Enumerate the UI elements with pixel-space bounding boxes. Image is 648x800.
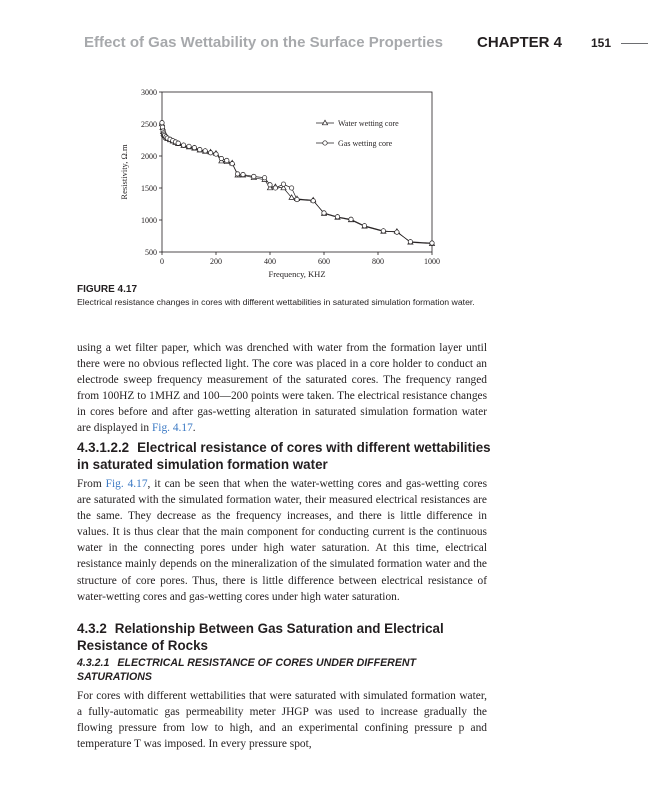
data-point-circle <box>273 186 277 190</box>
chapter-label: CHAPTER 4 <box>477 34 563 51</box>
running-head-title: Effect of Gas Wettability on the Surface Properties <box>84 34 443 51</box>
x-tick-label: 600 <box>318 257 330 266</box>
data-point-circle <box>408 240 412 244</box>
y-tick-label: 500 <box>145 248 157 257</box>
body-paragraph-2 <box>77 476 487 605</box>
data-point-circle <box>160 121 164 125</box>
chart-legend <box>316 119 399 148</box>
data-point-circle <box>322 211 326 215</box>
data-point-circle <box>430 241 434 245</box>
data-point-circle <box>241 172 245 176</box>
data-point-circle <box>362 224 366 228</box>
running-head <box>84 32 648 54</box>
data-point-circle <box>381 229 385 233</box>
section-number: 4.3.2.1 <box>77 657 110 669</box>
data-point-circle <box>395 230 399 234</box>
x-tick-label: 200 <box>210 257 222 266</box>
data-point-circle <box>262 176 266 180</box>
legend-label: Water wetting core <box>338 119 399 128</box>
data-point-circle <box>235 172 239 176</box>
para1-end: . <box>192 422 196 435</box>
section-number: 4.3.1.2.2 <box>77 440 130 455</box>
section-title: ELECTRICAL RESISTANCE OF CORES UNDER DIFFERENT SATURATIONS <box>77 657 417 683</box>
x-tick-label: 800 <box>372 257 384 266</box>
legend-marker-circle <box>323 141 327 145</box>
section-number: 4.3.2 <box>77 621 107 636</box>
section-heading-4-3-1-2-2 <box>77 439 497 473</box>
figure-4-17 <box>70 80 490 280</box>
plot-area <box>162 92 432 252</box>
y-tick-label: 1000 <box>141 216 157 225</box>
data-point-circle <box>335 215 339 219</box>
x-axis-label: Frequency, KHZ <box>268 269 326 279</box>
y-tick-label: 3000 <box>141 88 157 97</box>
series-water-wetting <box>159 121 434 245</box>
x-tick-label: 0 <box>160 257 164 266</box>
x-tick-label: 1000 <box>424 257 440 266</box>
data-point-circle <box>208 151 212 155</box>
section-heading-4-3-2-1 <box>77 656 487 684</box>
data-point-circle <box>181 143 185 147</box>
figure-label: FIGURE 4.17 <box>77 284 138 295</box>
legend-marker-triangle <box>322 120 327 125</box>
data-point-circle <box>230 161 234 165</box>
x-tick-label: 400 <box>264 257 276 266</box>
series-gas-wetting <box>160 121 434 246</box>
data-point-circle <box>349 217 353 221</box>
data-point-circle <box>311 199 315 203</box>
data-point-circle <box>252 174 256 178</box>
figure-reference-link[interactable]: Fig. 4.17 <box>105 478 148 490</box>
y-tick-label: 2500 <box>141 120 157 129</box>
data-point-circle <box>198 147 202 151</box>
data-point-circle <box>225 158 229 162</box>
para2-start: From <box>77 478 106 490</box>
legend-label: Gas wetting core <box>338 139 393 148</box>
data-point-circle <box>214 152 218 156</box>
y-tick-label: 1500 <box>141 184 157 193</box>
section-title: Relationship Between Gas Saturation and Electrical Resistance of Rocks <box>77 621 444 653</box>
data-point-circle <box>289 186 293 190</box>
data-point-circle <box>203 149 207 153</box>
y-tick-label: 2000 <box>141 152 157 161</box>
header-rule <box>621 43 648 44</box>
page-number: 151 <box>591 36 612 50</box>
resistivity-chart <box>70 80 490 280</box>
figure-caption: Electrical resistance changes in cores with different wettabilities in saturated simulation formation water. <box>77 297 475 307</box>
section-heading-4-3-2 <box>77 620 497 654</box>
para1-text: using a wet filter paper, which was drenched with water from the formation layer until there were no obvious reflected light. The core was placed in a core holder to conduct an electrode sweep frequency measurement of the saturated cores. The frequency ranged from 100HZ to 1MHZ and 100—200 points were taken. The electrical resistance changes in cores before and after gas-wetting alteration in saturated simulation formation water are displayed in <box>77 342 487 435</box>
data-point-circle <box>268 183 272 187</box>
body-paragraph-3: For cores with different wettabilities that were saturated with simulated formation water, a fully-automatic gas permeability meter JHGP was used to increase gradually the flowing pressure from low to high, and an experimental confining pressure p and temperature T was imposed. In every pressure spot, <box>77 690 487 751</box>
y-axis-label: Resistivity, Ω.m <box>119 144 129 200</box>
data-point-circle <box>281 182 285 186</box>
body-paragraph-1 <box>77 340 487 437</box>
section-title: Electrical resistance of cores with different wettabilities in saturated simulation formation water <box>77 440 491 472</box>
data-point-circle <box>219 156 223 160</box>
data-point-circle <box>187 144 191 148</box>
figure-reference-link[interactable]: Fig. 4.17 <box>151 422 193 435</box>
data-point-circle <box>176 141 180 145</box>
para2-text: , it can be seen that when the water-wetting cores and gas-wetting cores are saturated with the simulated formation water, their measured electrical resistances are the same. They decrease as the frequency increases, and there is little difference in values. It is thus clear that the main component for conducting current is the continuous water in the connecting pores under high water saturation. At this time, electrical resistance mainly depends on the mineralization of the simulated formation water and the structure of core pores. Thus, there is little difference between electrical resistance of water-wetting cores and gas-wetting cores under high water saturation. <box>77 478 488 603</box>
data-point-circle <box>192 145 196 149</box>
data-point-circle <box>295 197 299 201</box>
